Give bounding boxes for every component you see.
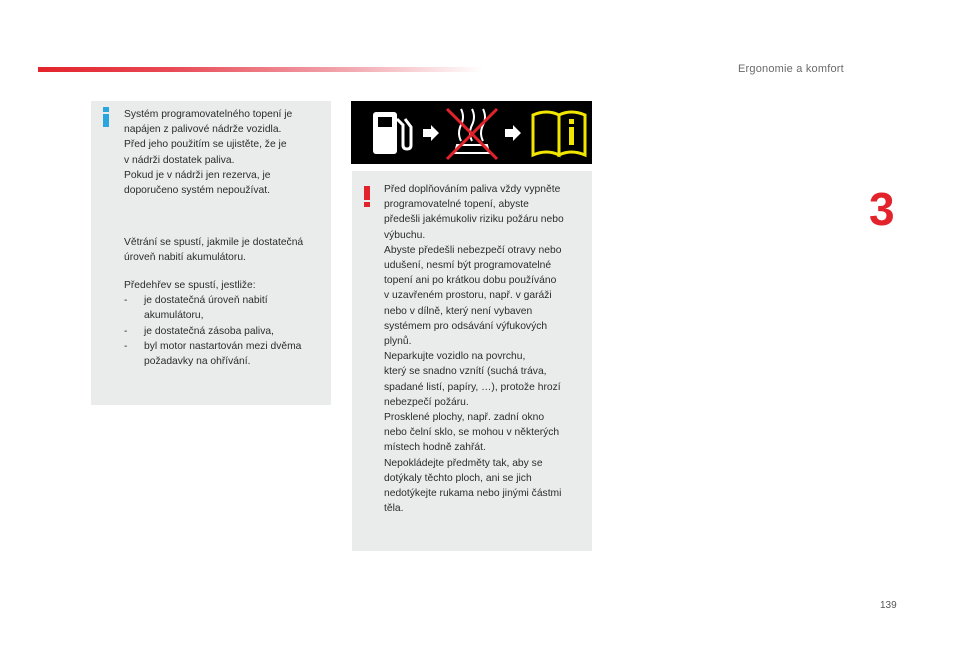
fuel-pump-icon: [373, 112, 411, 154]
list-item: [124, 324, 329, 339]
info-paragraph-1: Systém programovatelného topení je napájen z palivové nádrže vozidla. Před jeho použitím se ujistěte, že je v nádrži dostatek paliva. Pokud je v nádrži jen rezerva, je doporučeno systém nepoužívat.: [124, 109, 293, 197]
header-accent-bar: [38, 67, 483, 72]
list-item: [124, 339, 329, 369]
bullet-text: je dostatečná zásoba paliva,: [144, 325, 274, 337]
arrow-right-icon: [505, 125, 521, 141]
warning-paragraph: Před doplňováním paliva vždy vypněte programovatelné topení, abyste předešli jakémukoliv riziku požáru nebo výbuchu. Abyste předešli nebezpečí otravy nebo udušení, nesmí být programovatelné topení ani po krátkou dobu používáno v uzavřeném prostoru, např. v garáži nebo v dílně, který není vybaven systémem pro odsávání výfukových plynů. Neparkujte vozidlo na povrchu, který se snadno vznítí (suchá tráva, spadané listí, papíry, …), protože hrozí nebezpečí požáru. Prosklené plochy, např. zadní okno nebo čelní sklo, se mohou v některých místech hodně zahřát. Nepokládejte předměty tak, aby se dotýkaly těchto ploch, ani se jich nedotýkejte rukama nebo jinými částmi těla.: [384, 184, 564, 515]
warning-icon-strip: [351, 101, 592, 164]
chapter-number: 3: [869, 183, 895, 235]
bullet-dash: -: [124, 295, 128, 307]
info-paragraph-3-intro: Předehřev se spustí, jestliže:: [124, 280, 256, 291]
warning-text-block: [384, 182, 589, 516]
page-number: 139: [880, 600, 897, 611]
bullet-dash: -: [124, 325, 128, 337]
info-paragraph-ventilation: [124, 235, 329, 265]
bullet-text: je dostatečná úroveň nabití akumulátoru,: [144, 295, 268, 322]
bullet-dash: -: [124, 340, 128, 352]
info-paragraph-fuel: [124, 107, 329, 198]
heater-crossed-out-icon: [447, 109, 497, 159]
manual-info-book-icon: [533, 112, 585, 155]
list-item: [124, 293, 329, 323]
arrow-right-icon: [423, 125, 439, 141]
info-icon: [99, 106, 113, 128]
info-paragraph-2: Větrání se spustí, jakmile je dostatečná úroveň nabití akumulátoru.: [124, 237, 304, 264]
info-paragraph-preheat: [124, 278, 329, 369]
section-title: Ergonomie a komfort: [738, 63, 844, 75]
warning-exclamation-icon: [361, 185, 373, 207]
bullet-text: byl motor nastartován mezi dvěma požadavky na ohřívání.: [144, 340, 302, 368]
